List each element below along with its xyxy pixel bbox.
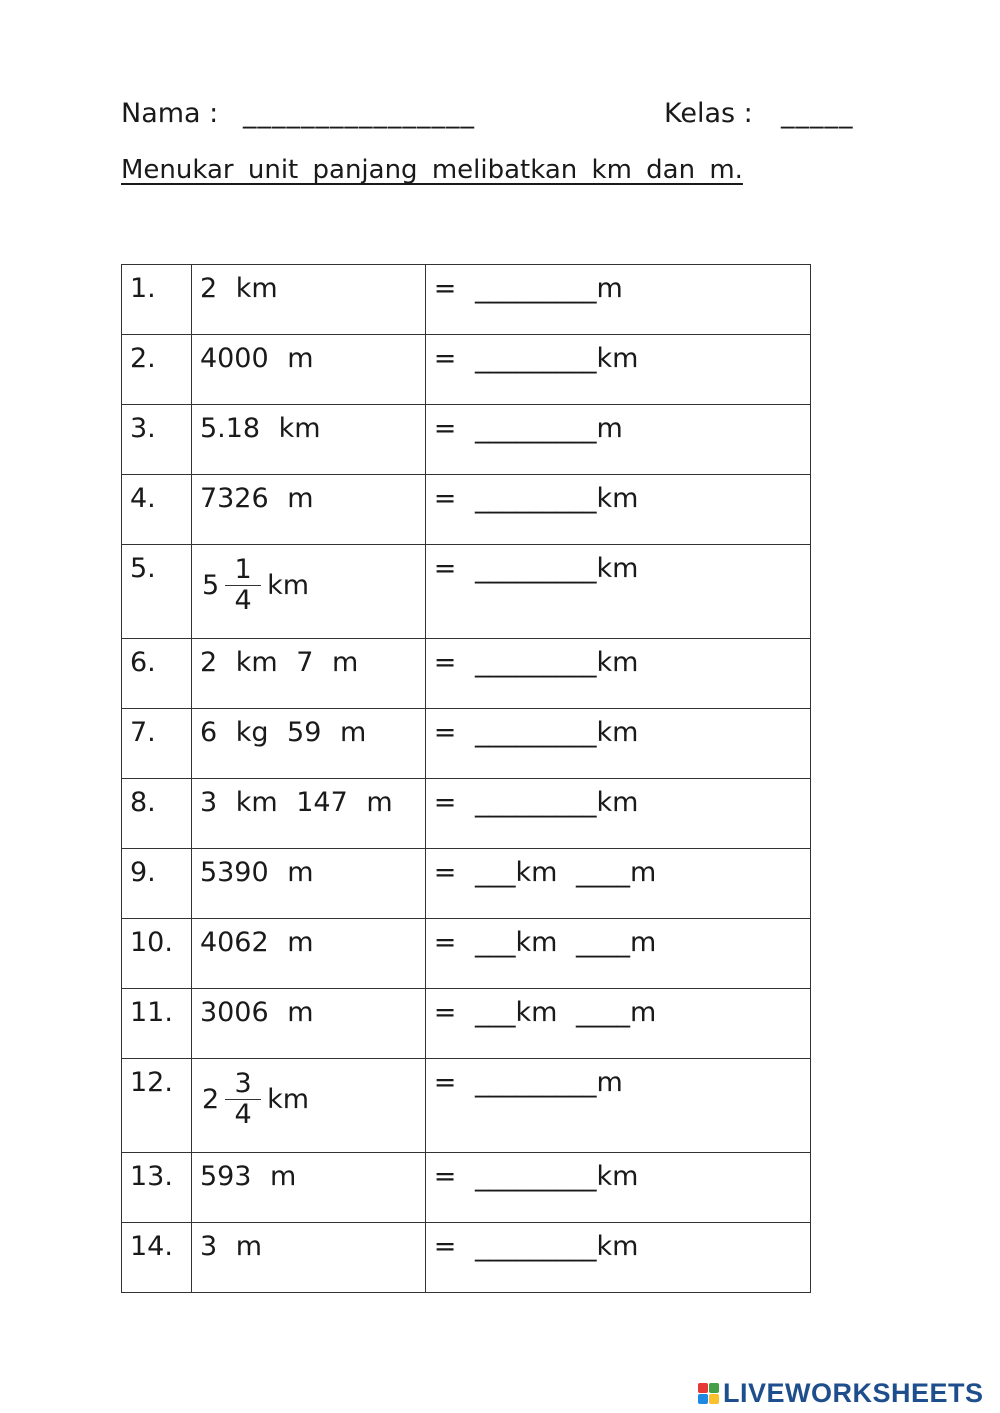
fraction-unit: km [267,1084,310,1115]
question-cell: 7326 m [191,475,425,545]
fraction-denominator: 4 [234,585,252,616]
student-info-row [121,98,881,138]
liveworksheets-logo-icon [698,1383,719,1404]
question-cell [191,545,425,639]
fraction-numerator: 1 [234,554,252,585]
table-row [122,1059,811,1153]
question-cell: 4000 m [191,335,425,405]
row-number: 13. [122,1153,192,1223]
table-row [122,545,811,639]
answer-field[interactable]: = ___km ____m [425,989,810,1059]
fraction-whole: 5 [201,570,220,601]
answer-field[interactable]: = _________km [425,475,810,545]
class-label: Kelas : [664,98,753,129]
row-number: 12. [122,1059,192,1153]
question-cell: 3006 m [191,989,425,1059]
question-cell: 6 kg 59 m [191,709,425,779]
question-cell: 2 km [191,265,425,335]
answer-field[interactable]: = _________km [425,545,810,639]
mixed-fraction [202,1069,309,1130]
liveworksheets-logo [698,1378,984,1409]
fraction [225,555,261,616]
row-number: 14. [122,1223,192,1293]
table-row [122,335,811,405]
row-number: 5. [122,545,192,639]
mixed-fraction [202,555,309,616]
row-number: 8. [122,779,192,849]
brand-name: LIVEWORKSHEETS [723,1378,984,1408]
answer-field[interactable]: = ___km ____m [425,919,810,989]
table-row [122,475,811,545]
logo-square-icon [698,1394,708,1404]
answer-field[interactable]: = _________km [425,709,810,779]
answer-field[interactable]: = ___km ____m [425,849,810,919]
question-cell: 593 m [191,1153,425,1223]
table-row [122,989,811,1059]
logo-square-icon [709,1394,719,1404]
table-row [122,709,811,779]
row-number: 9. [122,849,192,919]
answer-field[interactable]: = _________km [425,639,810,709]
class-field[interactable]: _____ [781,98,854,129]
row-number: 6. [122,639,192,709]
table-row [122,405,811,475]
question-cell: 3 km 147 m [191,779,425,849]
row-number: 10. [122,919,192,989]
answer-field[interactable]: = _________km [425,779,810,849]
table-row [122,919,811,989]
answer-field[interactable]: = _________m [425,405,810,475]
answer-field[interactable]: = _________km [425,335,810,405]
worksheet-title: Menukar unit panjang melibatkan km dan m. [121,155,743,185]
table-row [122,849,811,919]
logo-square-icon [709,1383,719,1393]
row-number: 11. [122,989,192,1059]
fraction-unit: km [267,570,310,601]
question-cell: 5.18 km [191,405,425,475]
answer-field[interactable]: = _________m [425,1059,810,1153]
fraction [225,1069,261,1130]
row-number: 2. [122,335,192,405]
table-row [122,1223,811,1293]
answer-field[interactable]: = _________km [425,1223,810,1293]
table-row [122,265,811,335]
question-cell: 2 km 7 m [191,639,425,709]
answer-field[interactable]: = _________m [425,265,810,335]
table-row [122,779,811,849]
row-number: 3. [122,405,192,475]
name-field[interactable]: ________________ [243,98,475,129]
row-number: 7. [122,709,192,779]
question-cell: 4062 m [191,919,425,989]
logo-square-icon [698,1383,708,1393]
fraction-numerator: 3 [234,1068,252,1099]
answer-field[interactable]: = _________km [425,1153,810,1223]
conversion-table [121,264,811,1293]
question-cell: 5390 m [191,849,425,919]
table-row [122,639,811,709]
row-number: 4. [122,475,192,545]
row-number: 1. [122,265,192,335]
fraction-whole: 2 [201,1084,220,1115]
name-label: Nama : [121,98,219,129]
question-cell: 3 m [191,1223,425,1293]
fraction-denominator: 4 [234,1099,252,1130]
table-row [122,1153,811,1223]
question-cell [191,1059,425,1153]
